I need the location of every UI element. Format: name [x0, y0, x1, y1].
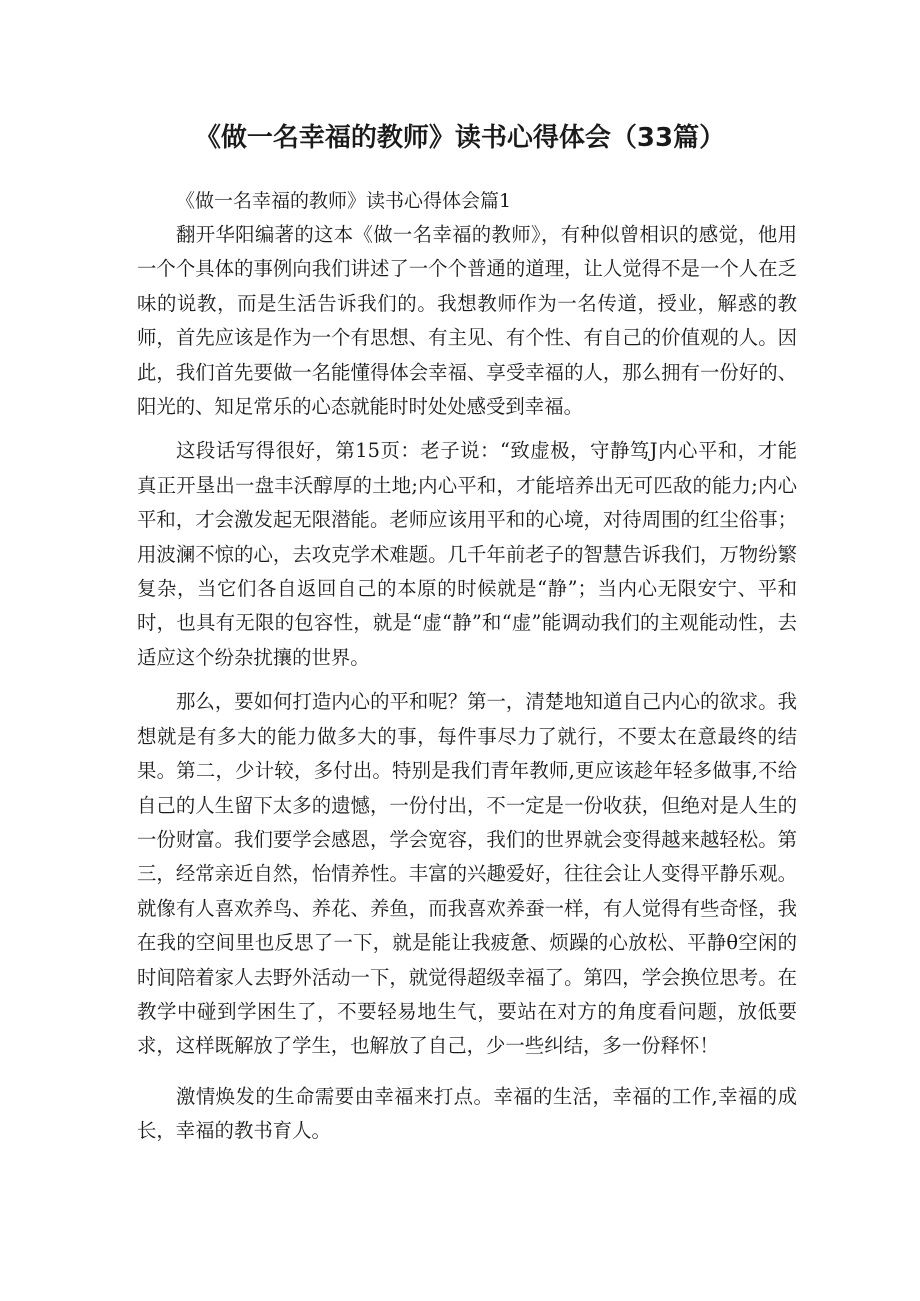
paragraph-1: 翻开华阳编著的这本《做一名幸福的教师》，有种似曾相识的感觉，他用一个个具体的事例向我们讲述了一个个普通的道理，让人觉得不是一个人在乏味的说教，而是生活告诉我们的。我想教师作为一名传道，授业，解惑的教师，首先应该是作为一个有思想、有主见、有个性、有自己的价值观的人。因此，我们首先要做一名能懂得体会幸福、享受幸福的人，那么拥有一份好的、阳光的、知足常乐的心态就能时时处处感受到幸福。: [137, 223, 797, 419]
paragraph-4: 激情焕发的生命需要由幸福来打点。幸福的生活，幸福的工作,幸福的成长，幸福的教书育人。: [137, 1084, 797, 1143]
document-title: 《做一名幸福的教师》读书心得体会（33篇）: [194, 123, 726, 153]
document-body: [137, 184, 797, 1149]
section-heading: 《做一名幸福的教师》读书心得体会篇1: [176, 190, 512, 212]
paragraph-2: 这段话写得很好，第15页：老子说：“致虚极，守静笃J内心平和，才能真正开垦出一盘丰沃醇厚的土地;内心平和，才能培养出无可匹敌的能力;内心平和，才会激发起无限潜能。老师应该用平和的心境，对待周围的红尘俗事；用波澜不惊的心，去攻克学术难题。几千年前老子的智慧告诉我们，万物纷繁复杂，当它们各自返回自己的本原的时候就是“静”；当内心无限安宁、平和时，也具有无限的包容性，就是“虚“静”和“虚”能调动我们的主观能动性，去适应这个纷杂扰攘的世界。: [137, 439, 797, 669]
paragraph-3: 那么，要如何打造内心的平和呢？第一，清楚地知道自己内心的欲求。我想就是有多大的能力做多大的事，每件事尽力了就行，不要太在意最终的结果。第二，少计较，多付出。特别是我们青年教师,更应该趁年轻多做事,不给自己的人生留下太多的遗憾，一份付出，不一定是一份收获，但绝对是人生的一份财富。我们要学会感恩，学会宽容，我们的世界就会变得越来越轻松。第三，经常亲近自然，怡情养性。丰富的兴趣爱好，往往会让人变得平静乐观。就像有人喜欢养鸟、养花、养鱼，而我喜欢养蚕一样，有人觉得有些奇怪，我在我的空间里也反思了一下，就是能让我疲惫、烦躁的心放松、平静θ空闲的时间陪着家人去野外活动一下，就觉得超级幸福了。第四，学会换位思考。在教学中碰到学困生了，不要轻易地生气，要站在对方的角度看问题，放低要求，这样既解放了学生，也解放了自己，少一些纠结，多一份释怀！: [137, 690, 797, 1058]
